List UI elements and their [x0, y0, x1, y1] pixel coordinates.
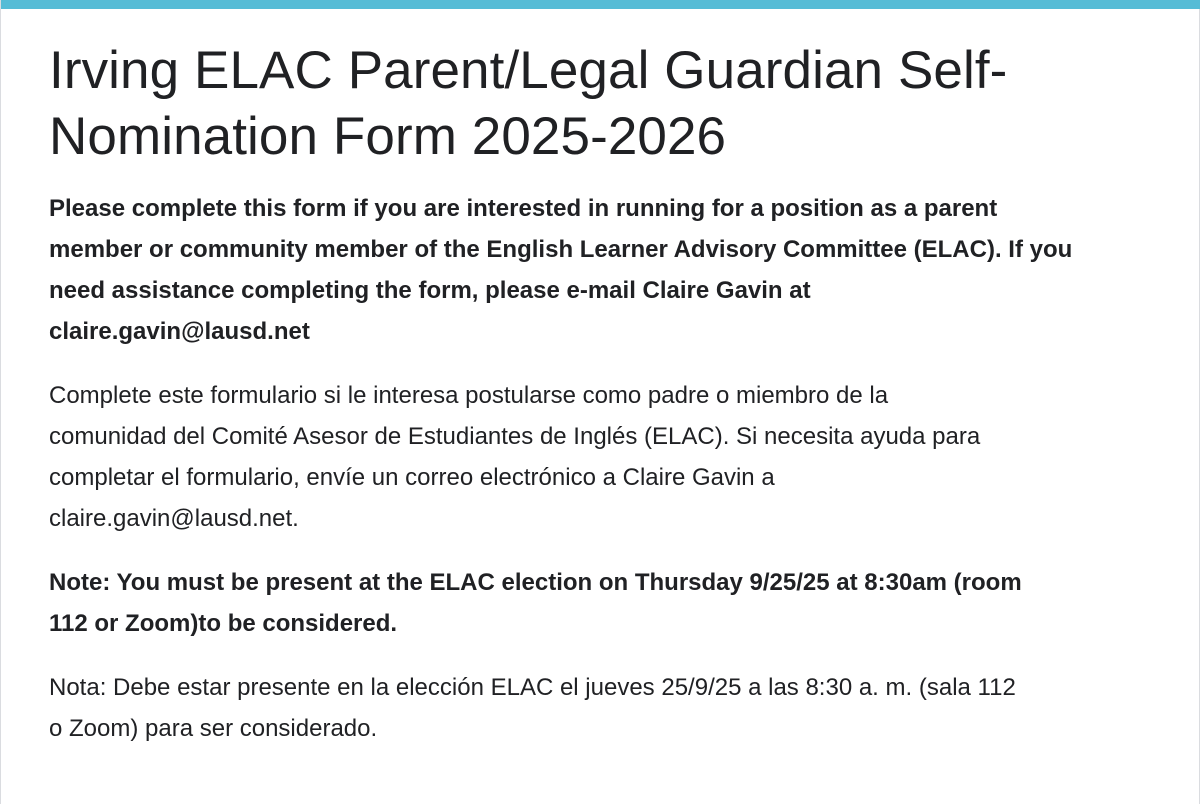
note-english-line: 112 or Zoom)to be considered.	[49, 610, 398, 637]
intro-english-line: claire.gavin@lausd.net	[49, 318, 310, 345]
note-spanish-line: o Zoom) para ser considerado.	[49, 715, 378, 742]
form-accent-bar	[1, 0, 1200, 9]
intro-english-line: Please complete this form if you are interested in running for a position as a parent	[49, 195, 998, 222]
intro-english-line: member or community member of the English Learner Advisory Committee (ELAC). If you	[49, 236, 1073, 263]
note-spanish-line: Nota: Debe estar presente en la elección ELAC el jueves 25/9/25 a las 8:30 a. m. (sala 112	[49, 674, 1016, 701]
form-description	[49, 38, 1169, 749]
intro-spanish-line: claire.gavin@lausd.net.	[49, 505, 299, 532]
intro-english-line: need assistance completing the form, please e-mail Claire Gavin at	[49, 277, 811, 304]
intro-spanish-paragraph	[49, 375, 1169, 539]
intro-spanish-line: completar el formulario, envíe un correo electrónico a Claire Gavin a	[49, 464, 775, 491]
note-spanish-paragraph	[49, 667, 1169, 749]
form-title-line: Nomination Form 2025-2026	[49, 107, 727, 166]
note-english-line: Note: You must be present at the ELAC election on Thursday 9/25/25 at 8:30am (room	[49, 569, 1022, 596]
intro-spanish-line: comunidad del Comité Asesor de Estudiantes de Inglés (ELAC). Si necesita ayuda para	[49, 423, 981, 450]
intro-english-paragraph	[49, 188, 1169, 352]
intro-spanish-line: Complete este formulario si le interesa postularse como padre o miembro de la	[49, 382, 889, 409]
form-title	[49, 38, 1169, 170]
form-title-line: Irving ELAC Parent/Legal Guardian Self-	[49, 41, 1008, 100]
note-english-paragraph	[49, 562, 1169, 644]
